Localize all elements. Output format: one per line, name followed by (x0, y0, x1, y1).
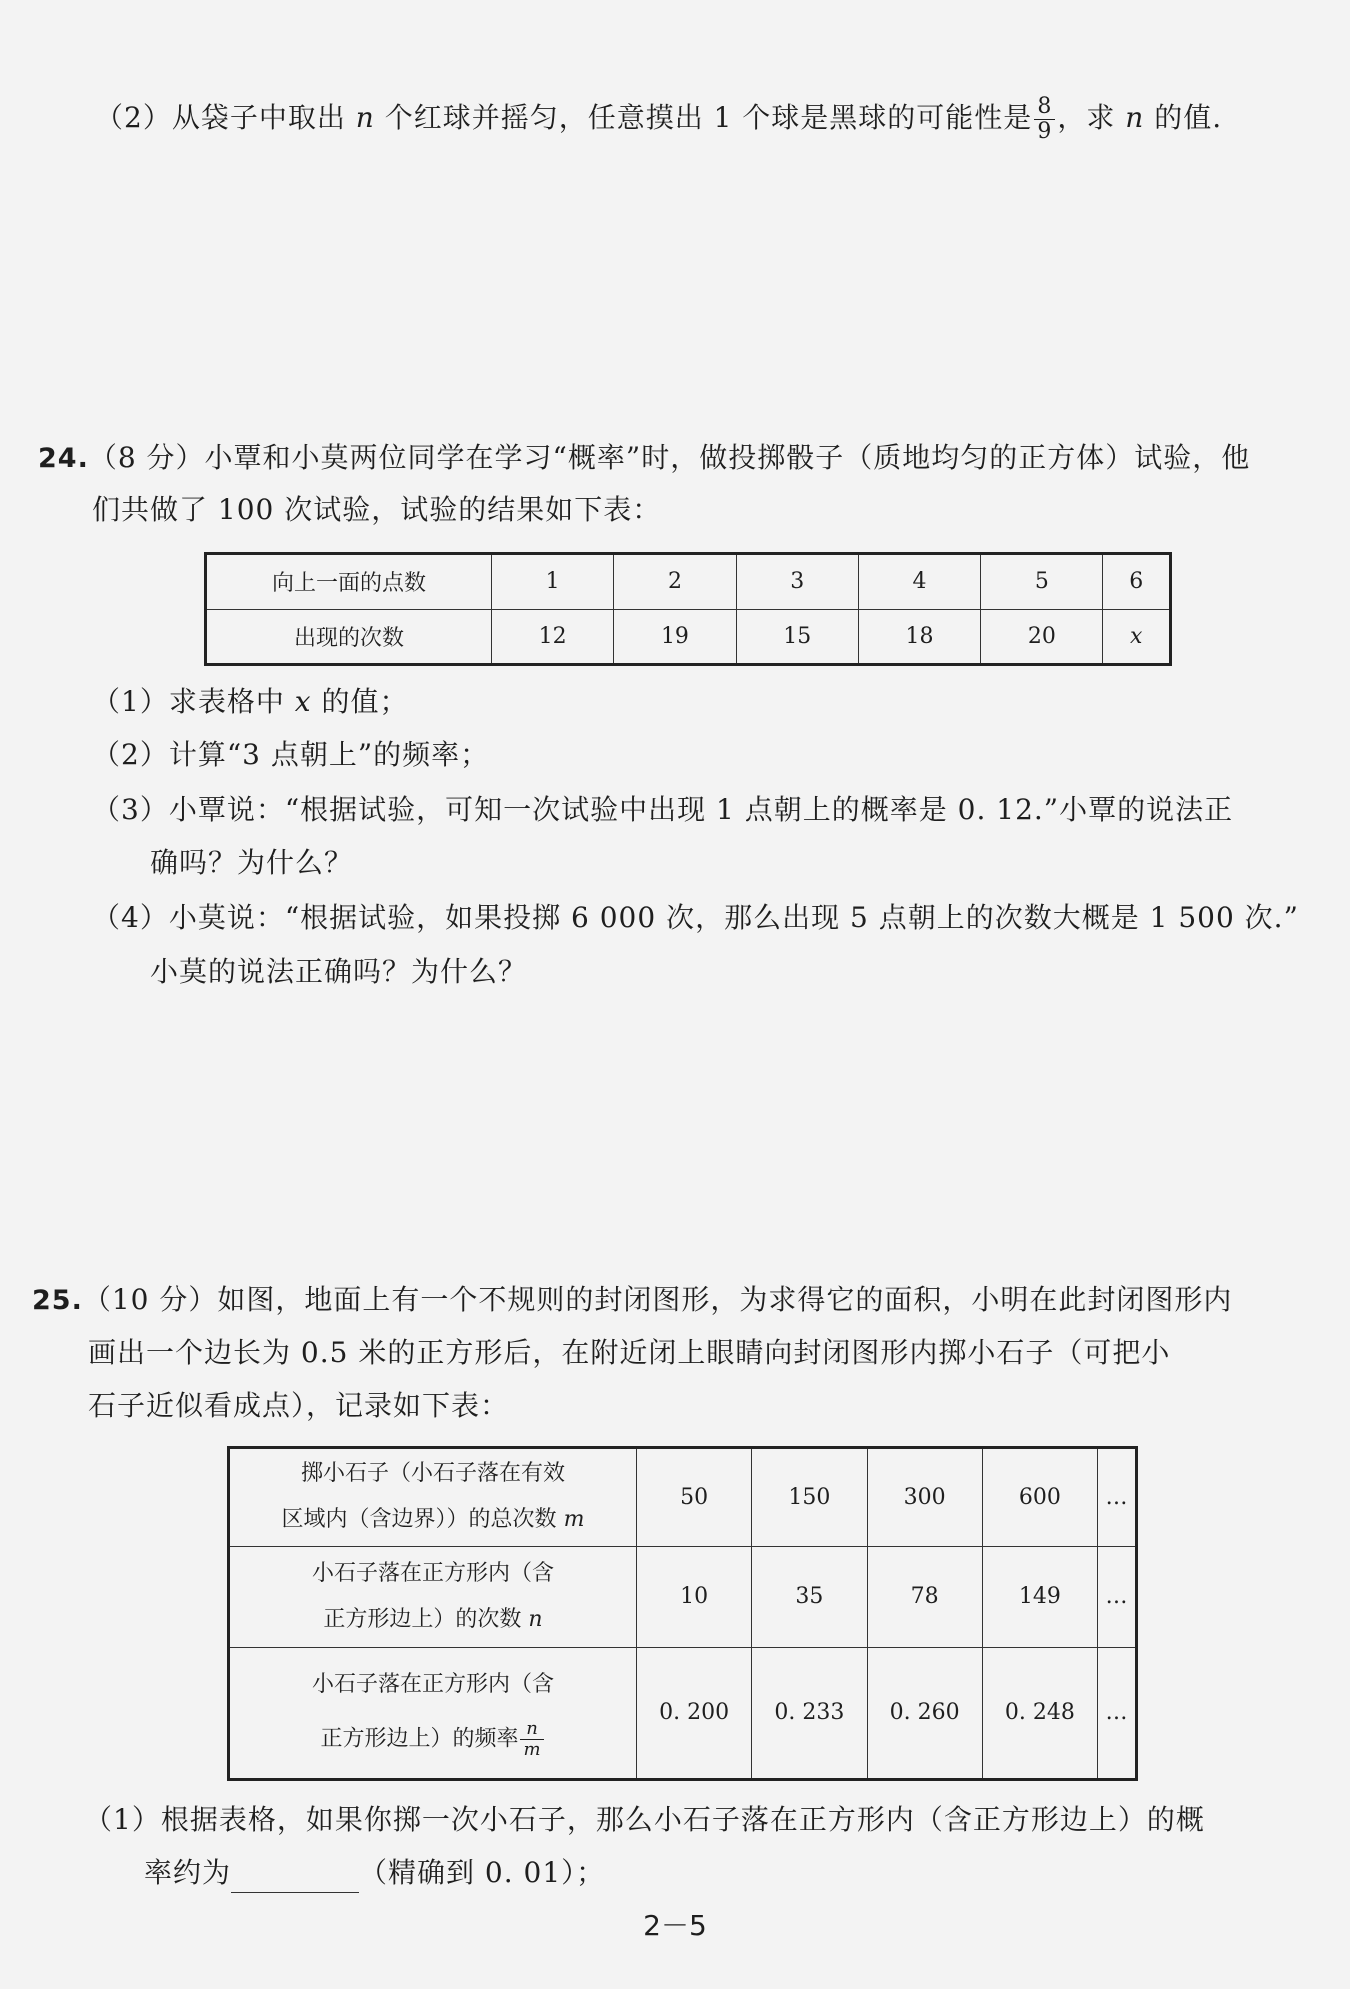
page-number: 2－5 (643, 1909, 707, 1942)
q23-part2-tail1: ，求 (1057, 101, 1116, 134)
table-cell: 19 (614, 609, 736, 665)
table-cell: 50 (637, 1448, 752, 1547)
variable-n: n (1125, 101, 1145, 134)
table-cell: 78 (867, 1546, 982, 1647)
q24-part1-suffix: 的值； (321, 685, 409, 718)
fraction-numerator: 8 (1034, 95, 1055, 120)
q24-line1 (38, 438, 1250, 479)
table-cell: 4 (858, 554, 980, 610)
fraction-denominator: 9 (1037, 119, 1053, 144)
question-number-25: 25. (32, 1285, 83, 1316)
table-cell: 20 (981, 609, 1103, 665)
q25-line2: 画出一个边长为 0.5 米的正方形后，在附近闭上眼睛向封闭图形内掷小石子（可把小 (88, 1336, 1171, 1369)
table-cell: 10 (637, 1546, 752, 1647)
q24-part2: （2）计算“3 点朝上”的频率； (92, 738, 490, 771)
table-cell: … (1098, 1448, 1137, 1547)
q24-part4-line2: 小莫的说法正确吗？为什么？ (150, 955, 528, 988)
table-row (229, 1546, 1137, 1647)
variable-m: m (563, 1507, 585, 1533)
table-cell: 3 (736, 554, 858, 610)
q25-line3: 石子近似看成点），记录如下表： (88, 1389, 510, 1422)
table-header-cell (229, 1546, 637, 1647)
q23-part2 (95, 95, 1222, 144)
answer-blank[interactable] (231, 1864, 359, 1893)
table-row (206, 609, 1171, 665)
table-cell: 35 (752, 1546, 867, 1647)
table-row (206, 554, 1171, 610)
table-cell: 300 (867, 1448, 982, 1547)
q25-text-line1: （10 分）如图，地面上有一个不规则的封闭图形，为求得它的面积，小明在此封闭图形内 (82, 1283, 1233, 1316)
table-row (229, 1448, 1137, 1547)
question-number-24: 24. (38, 443, 89, 474)
table-cell: 5 (981, 554, 1103, 610)
header-line (230, 1497, 636, 1543)
q25-part1-line2 (144, 1853, 605, 1893)
q25-part1-prefix: 率约为 (144, 1856, 232, 1889)
q23-part2-mid: 个红球并摇匀，任意摸出 1 个球是黑球的可能性是 (384, 101, 1033, 134)
table-header-cell (229, 1448, 637, 1547)
fraction-8-9 (1034, 95, 1055, 144)
fraction-numerator: n (520, 1719, 543, 1740)
header-line: 小石子落在正方形内（含 (311, 1560, 554, 1586)
table-cell: 2 (614, 554, 736, 610)
q24-part3-line1: （3）小覃说：“根据试验，可知一次试验中出现 1 点朝上的概率是 0. 12.”小覃的说法正 (92, 793, 1234, 826)
header-line: 小石子落在正方形内（含 (311, 1672, 554, 1698)
q25-part1-line1: （1）根据表格，如果你掷一次小石子，那么小石子落在正方形内（含正方形边上）的概 (84, 1803, 1205, 1836)
q24-part1 (92, 682, 408, 722)
table-header-cell (229, 1647, 637, 1779)
table-header-cell: 向上一面的点数 (206, 554, 492, 610)
header-text: 正方形边上）的频率 (320, 1726, 519, 1752)
header-text: 正方形边上）的次数 (323, 1606, 522, 1632)
q23-part2-tail2: 的值. (1154, 101, 1223, 134)
table-cell: 0. 233 (752, 1647, 867, 1779)
fraction-denominator: m (523, 1739, 541, 1761)
q24-part1-prefix: （1）求表格中 (92, 685, 285, 718)
table-cell: x (1103, 609, 1171, 665)
table-cell: 1 (492, 554, 614, 610)
table-cell: 18 (858, 609, 980, 665)
table-cell: 600 (982, 1448, 1097, 1547)
variable-x: x (294, 685, 312, 718)
table-cell: 0. 260 (867, 1647, 982, 1779)
fraction-n-over-m (520, 1719, 543, 1760)
q25-part1-suffix: （精确到 0. 01）； (359, 1856, 606, 1889)
table-cell: 15 (736, 609, 858, 665)
table-cell: … (1098, 1546, 1137, 1647)
table-row (229, 1647, 1137, 1779)
q24-part4-line1: （4）小莫说：“根据试验，如果投掷 6 000 次，那么出现 5 点朝上的次数大概是 1 500 次.” (92, 901, 1299, 934)
table-cell: 0. 200 (637, 1647, 752, 1779)
header-text: 区域内（含边界））的总次数 (281, 1507, 557, 1533)
table-cell: … (1098, 1647, 1137, 1779)
table-cell: 150 (752, 1448, 867, 1547)
variable-n: n (528, 1606, 543, 1632)
q24-text-line1: （8 分）小覃和小莫两位同学在学习“概率”时，做投掷骰子（质地均匀的正方体）试验，他 (88, 441, 1251, 474)
table-header-cell: 出现的次数 (206, 609, 492, 665)
stone-throw-table (227, 1446, 1138, 1781)
header-line (230, 1597, 636, 1643)
header-line: 掷小石子（小石子落在有效 (300, 1461, 565, 1487)
q23-part2-prefix: （2）从袋子中取出 (95, 101, 346, 134)
table-cell: 12 (492, 609, 614, 665)
q24-part3-line2: 确吗？为什么？ (150, 846, 354, 879)
dice-results-table (204, 552, 1172, 666)
variable-n: n (355, 101, 375, 134)
table-cell: 149 (982, 1546, 1097, 1647)
table-cell: 6 (1103, 554, 1171, 610)
header-line (230, 1719, 636, 1760)
table-cell: 0. 248 (982, 1647, 1097, 1779)
q25-line1 (32, 1280, 1232, 1321)
q24-line2: 们共做了 100 次试验，试验的结果如下表： (92, 493, 662, 526)
